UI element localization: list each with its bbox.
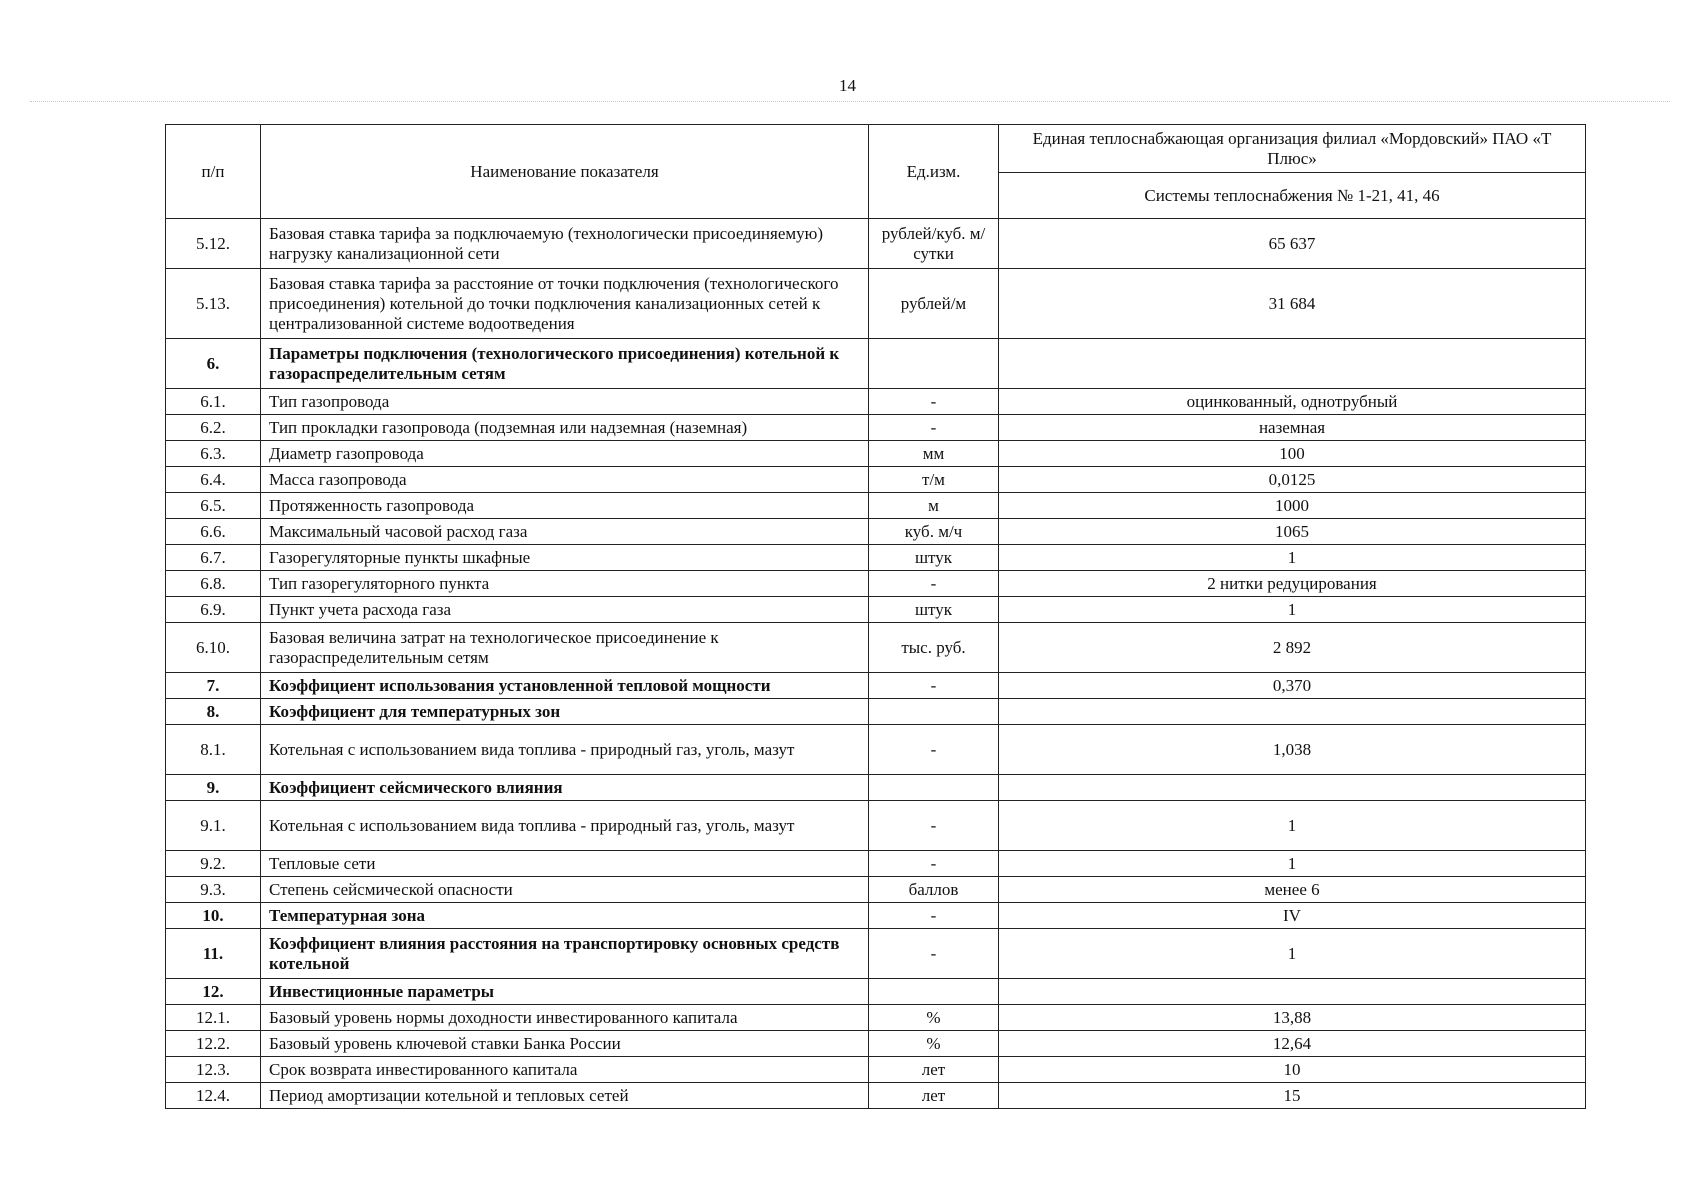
table-row [166, 493, 1586, 519]
row-name: Коэффициент влияния расстояния на транспортировку основных средств котельной [261, 929, 869, 979]
header-name: Наименование показателя [261, 125, 869, 219]
row-value: 0,0125 [999, 467, 1586, 493]
row-unit [869, 979, 999, 1005]
row-unit: - [869, 673, 999, 699]
row-number: 11. [166, 929, 261, 979]
row-name: Максимальный часовой расход газа [261, 519, 869, 545]
header-num: п/п [166, 125, 261, 219]
row-value: 1,038 [999, 725, 1586, 775]
header-unit: Ед.изм. [869, 125, 999, 219]
header-organization: Единая теплоснабжающая организация филиал «Мордовский» ПАО «Т Плюс» [999, 125, 1586, 173]
row-number: 6.9. [166, 597, 261, 623]
row-unit: рублей/м [869, 269, 999, 339]
row-name: Котельная с использованием вида топлива - природный газ, уголь, мазут [261, 725, 869, 775]
row-name: Базовая ставка тарифа за подключаемую (технологически присоединяемую) нагрузку канализационной сети [261, 219, 869, 269]
table-row [166, 571, 1586, 597]
row-value: 2 нитки редуцирования [999, 571, 1586, 597]
row-unit: - [869, 929, 999, 979]
row-name: Базовая величина затрат на технологическое присоединение к газораспределительным сетям [261, 623, 869, 673]
row-unit [869, 699, 999, 725]
table-row [166, 467, 1586, 493]
table-row [166, 269, 1586, 339]
row-name: Период амортизации котельной и тепловых сетей [261, 1083, 869, 1109]
table-row [166, 441, 1586, 467]
row-unit: лет [869, 1057, 999, 1083]
row-name: Коэффициент для температурных зон [261, 699, 869, 725]
row-name: Параметры подключения (технологического присоединения) котельной к газораспределительным сетям [261, 339, 869, 389]
row-number: 6.6. [166, 519, 261, 545]
row-name: Базовая ставка тарифа за расстояние от точки подключения (технологического присоединения) котельной до точки подключения канализационных сетей к централизованной системе водоотведения [261, 269, 869, 339]
row-number: 9. [166, 775, 261, 801]
row-unit: % [869, 1031, 999, 1057]
table-row [166, 877, 1586, 903]
row-unit: % [869, 1005, 999, 1031]
row-value: оцинкованный, однотрубный [999, 389, 1586, 415]
table-row [166, 519, 1586, 545]
row-value: 15 [999, 1083, 1586, 1109]
row-number: 12.4. [166, 1083, 261, 1109]
row-number: 6.10. [166, 623, 261, 673]
row-name: Степень сейсмической опасности [261, 877, 869, 903]
row-name: Газорегуляторные пункты шкафные [261, 545, 869, 571]
row-unit: куб. м/ч [869, 519, 999, 545]
row-unit: - [869, 389, 999, 415]
row-unit: баллов [869, 877, 999, 903]
row-value: 1 [999, 545, 1586, 571]
parameters-table [165, 124, 1586, 1109]
row-name: Диаметр газопровода [261, 441, 869, 467]
row-value: 2 892 [999, 623, 1586, 673]
row-unit [869, 339, 999, 389]
table-section-row [166, 699, 1586, 725]
table-section-row [166, 979, 1586, 1005]
row-name: Масса газопровода [261, 467, 869, 493]
row-number: 12.1. [166, 1005, 261, 1031]
row-name: Базовый уровень ключевой ставки Банка России [261, 1031, 869, 1057]
table-row [166, 1083, 1586, 1109]
row-unit: штук [869, 597, 999, 623]
row-number: 5.13. [166, 269, 261, 339]
table-row [166, 415, 1586, 441]
table-row [166, 219, 1586, 269]
row-number: 6.7. [166, 545, 261, 571]
row-name: Тепловые сети [261, 851, 869, 877]
row-unit: м [869, 493, 999, 519]
row-number: 9.2. [166, 851, 261, 877]
table-row [166, 1031, 1586, 1057]
row-value [999, 339, 1586, 389]
row-value: 13,88 [999, 1005, 1586, 1031]
row-value: 1065 [999, 519, 1586, 545]
row-unit: рублей/куб. м/сутки [869, 219, 999, 269]
row-number: 8. [166, 699, 261, 725]
row-value: 1 [999, 801, 1586, 851]
row-number: 6.5. [166, 493, 261, 519]
row-unit: лет [869, 1083, 999, 1109]
row-name: Тип газорегуляторного пункта [261, 571, 869, 597]
row-unit: - [869, 571, 999, 597]
row-number: 12. [166, 979, 261, 1005]
table-row [166, 801, 1586, 851]
row-number: 6.1. [166, 389, 261, 415]
row-number: 12.3. [166, 1057, 261, 1083]
row-number: 12.2. [166, 1031, 261, 1057]
row-name: Коэффициент сейсмического влияния [261, 775, 869, 801]
table-row [166, 1057, 1586, 1083]
row-unit: т/м [869, 467, 999, 493]
row-unit: - [869, 903, 999, 929]
row-number: 9.3. [166, 877, 261, 903]
row-number: 5.12. [166, 219, 261, 269]
row-value: 1 [999, 929, 1586, 979]
row-unit: тыс. руб. [869, 623, 999, 673]
scan-artifact-line [30, 101, 1670, 102]
row-value [999, 775, 1586, 801]
row-value: 10 [999, 1057, 1586, 1083]
row-number: 8.1. [166, 725, 261, 775]
row-value: менее 6 [999, 877, 1586, 903]
page-number: 14 [839, 76, 856, 95]
row-value: 1000 [999, 493, 1586, 519]
row-value: 100 [999, 441, 1586, 467]
row-unit: - [869, 725, 999, 775]
row-name: Базовый уровень нормы доходности инвестированного капитала [261, 1005, 869, 1031]
row-number: 6.3. [166, 441, 261, 467]
row-name: Коэффициент использования установленной тепловой мощности [261, 673, 869, 699]
row-value: 1 [999, 851, 1586, 877]
row-value: 0,370 [999, 673, 1586, 699]
table-header-row [166, 125, 1586, 173]
row-unit: - [869, 851, 999, 877]
row-number: 7. [166, 673, 261, 699]
table-row [166, 389, 1586, 415]
table-row [166, 1005, 1586, 1031]
row-value [999, 979, 1586, 1005]
row-value: 12,64 [999, 1031, 1586, 1057]
row-value: IV [999, 903, 1586, 929]
row-unit: мм [869, 441, 999, 467]
table-row [166, 545, 1586, 571]
table-row [166, 623, 1586, 673]
table-section-row [166, 339, 1586, 389]
row-name: Срок возврата инвестированного капитала [261, 1057, 869, 1083]
table-row [166, 851, 1586, 877]
row-name: Температурная зона [261, 903, 869, 929]
row-unit: штук [869, 545, 999, 571]
row-number: 6. [166, 339, 261, 389]
table-row [166, 597, 1586, 623]
table-section-row [166, 929, 1586, 979]
row-name: Котельная с использованием вида топлива - природный газ, уголь, мазут [261, 801, 869, 851]
row-value: 1 [999, 597, 1586, 623]
row-number: 6.2. [166, 415, 261, 441]
row-name: Протяженность газопровода [261, 493, 869, 519]
row-value [999, 699, 1586, 725]
row-value: 65 637 [999, 219, 1586, 269]
row-name: Тип прокладки газопровода (подземная или надземная (наземная) [261, 415, 869, 441]
table-row [166, 725, 1586, 775]
row-number: 9.1. [166, 801, 261, 851]
row-unit: - [869, 801, 999, 851]
row-number: 6.8. [166, 571, 261, 597]
row-name: Пункт учета расхода газа [261, 597, 869, 623]
header-systems: Системы теплоснабжения № 1-21, 41, 46 [999, 173, 1586, 219]
row-unit [869, 775, 999, 801]
table-section-row [166, 775, 1586, 801]
row-unit: - [869, 415, 999, 441]
row-name: Инвестиционные параметры [261, 979, 869, 1005]
row-number: 6.4. [166, 467, 261, 493]
row-value: 31 684 [999, 269, 1586, 339]
table-section-row [166, 903, 1586, 929]
table-section-row [166, 673, 1586, 699]
row-number: 10. [166, 903, 261, 929]
row-name: Тип газопровода [261, 389, 869, 415]
row-value: наземная [999, 415, 1586, 441]
